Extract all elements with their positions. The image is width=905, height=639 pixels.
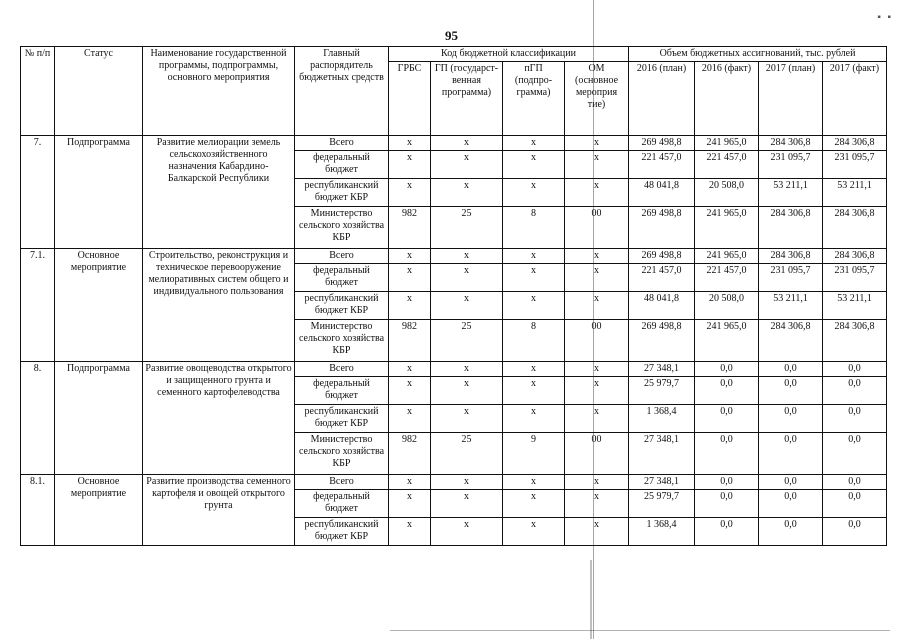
amount-2016-plan: 25 979,7 [629, 490, 695, 518]
table-row [21, 136, 887, 151]
code-om: x [565, 179, 629, 207]
code-gp: 25 [431, 207, 503, 249]
code-grbs: x [389, 249, 431, 264]
row-number: 8. [21, 362, 55, 475]
code-om: x [565, 151, 629, 179]
row-number: 8.1. [21, 475, 55, 546]
amount-2017-plan: 53 211,1 [759, 179, 823, 207]
header-2016-plan: 2016 (план) [629, 62, 695, 136]
code-pgp: x [503, 475, 565, 490]
header-name: Наименование государственной программы, подпрограммы, основного мероприятия [143, 47, 295, 136]
amount-2016-fact: 221 457,0 [695, 264, 759, 292]
header-om: ОМ (основное мероприя тие) [565, 62, 629, 136]
amount-2017-fact: 284 306,8 [823, 249, 887, 264]
amount-2017-fact: 284 306,8 [823, 207, 887, 249]
code-pgp: x [503, 362, 565, 377]
row-status: Подпрограмма [55, 362, 143, 475]
row-status: Основное мероприятие [55, 475, 143, 546]
margin-mark: ▪ ▪ [877, 12, 893, 23]
amount-2016-plan: 1 368,4 [629, 405, 695, 433]
code-grbs: x [389, 490, 431, 518]
header-grbs: ГРБС [389, 62, 431, 136]
amount-2017-plan: 0,0 [759, 362, 823, 377]
code-om: x [565, 405, 629, 433]
code-gp: x [431, 151, 503, 179]
amount-2017-fact: 284 306,8 [823, 320, 887, 362]
amount-2017-fact: 53 211,1 [823, 179, 887, 207]
amount-2016-plan: 27 348,1 [629, 475, 695, 490]
code-grbs: x [389, 475, 431, 490]
code-om: x [565, 475, 629, 490]
funding-source: Всего [295, 249, 389, 264]
amount-2017-plan: 0,0 [759, 490, 823, 518]
code-gp: x [431, 264, 503, 292]
header-kbk: Код бюджетной классификации [389, 47, 629, 62]
scan-artifact-line-lower [590, 560, 592, 639]
header-gp: ГП (государст-венная программа) [431, 62, 503, 136]
amount-2016-plan: 269 498,8 [629, 207, 695, 249]
amount-2017-fact: 231 095,7 [823, 151, 887, 179]
amount-2017-fact: 0,0 [823, 433, 887, 475]
amount-2016-fact: 20 508,0 [695, 179, 759, 207]
row-status: Основное мероприятие [55, 249, 143, 362]
code-pgp: x [503, 249, 565, 264]
amount-2017-plan: 284 306,8 [759, 249, 823, 264]
amount-2016-plan: 27 348,1 [629, 433, 695, 475]
amount-2017-plan: 53 211,1 [759, 292, 823, 320]
code-grbs: 982 [389, 433, 431, 475]
amount-2016-fact: 221 457,0 [695, 151, 759, 179]
table-row [21, 249, 887, 264]
table-header [21, 47, 887, 136]
header-2016-fact: 2016 (факт) [695, 62, 759, 136]
amount-2016-plan: 221 457,0 [629, 151, 695, 179]
funding-source: Министерство сельского хозяйства КБР [295, 320, 389, 362]
header-admin: Главный распорядитель бюджетных средств [295, 47, 389, 136]
code-pgp: x [503, 405, 565, 433]
funding-source: федеральный бюджет [295, 264, 389, 292]
code-gp: x [431, 518, 503, 546]
code-gp: 25 [431, 320, 503, 362]
table-body [21, 136, 887, 546]
page-number: 95 [445, 28, 458, 43]
funding-source: республиканский бюджет КБР [295, 179, 389, 207]
code-gp: x [431, 490, 503, 518]
code-om: x [565, 377, 629, 405]
amount-2017-fact: 0,0 [823, 362, 887, 377]
row-number: 7. [21, 136, 55, 249]
amount-2016-plan: 25 979,7 [629, 377, 695, 405]
header-2017-fact: 2017 (факт) [823, 62, 887, 136]
code-om: 00 [565, 433, 629, 475]
header-pgp: пГП (подпро-грамма) [503, 62, 565, 136]
code-pgp: x [503, 292, 565, 320]
code-gp: x [431, 405, 503, 433]
amount-2017-plan: 231 095,7 [759, 264, 823, 292]
amount-2016-fact: 0,0 [695, 362, 759, 377]
code-gp: x [431, 475, 503, 490]
code-om: x [565, 249, 629, 264]
code-om: x [565, 136, 629, 151]
code-pgp: x [503, 377, 565, 405]
amount-2016-fact: 241 965,0 [695, 320, 759, 362]
table-row [21, 475, 887, 490]
code-gp: x [431, 136, 503, 151]
amount-2016-fact: 0,0 [695, 405, 759, 433]
amount-2017-fact: 0,0 [823, 405, 887, 433]
row-name: Развитие овощеводства открытого и защищенного грунта и семенного картофелеводства [143, 362, 295, 475]
amount-2017-fact: 0,0 [823, 377, 887, 405]
amount-2016-fact: 0,0 [695, 475, 759, 490]
code-pgp: x [503, 518, 565, 546]
table-row [21, 362, 887, 377]
code-om: x [565, 292, 629, 320]
code-gp: x [431, 377, 503, 405]
code-pgp: x [503, 151, 565, 179]
amount-2016-fact: 20 508,0 [695, 292, 759, 320]
funding-source: Всего [295, 136, 389, 151]
funding-source: республиканский бюджет КБР [295, 292, 389, 320]
amount-2016-fact: 0,0 [695, 490, 759, 518]
header-status: Статус [55, 47, 143, 136]
amount-2016-plan: 48 041,8 [629, 292, 695, 320]
row-name: Развитие мелиорации земель сельскохозяйственного назначения Кабардино-Балкарской Республики [143, 136, 295, 249]
code-grbs: x [389, 377, 431, 405]
amount-2016-fact: 241 965,0 [695, 249, 759, 264]
code-om: 00 [565, 320, 629, 362]
funding-source: республиканский бюджет КБР [295, 405, 389, 433]
row-name: Строительство, реконструкция и техническое перевооружение мелиоративных систем общего и индивидуального пользования [143, 249, 295, 362]
code-grbs: x [389, 405, 431, 433]
code-pgp: x [503, 264, 565, 292]
amount-2016-fact: 0,0 [695, 377, 759, 405]
amount-2016-plan: 269 498,8 [629, 136, 695, 151]
amount-2016-fact: 0,0 [695, 433, 759, 475]
code-pgp: 8 [503, 320, 565, 362]
amount-2017-plan: 231 095,7 [759, 151, 823, 179]
amount-2016-plan: 269 498,8 [629, 249, 695, 264]
code-grbs: x [389, 362, 431, 377]
amount-2017-plan: 284 306,8 [759, 320, 823, 362]
code-grbs: x [389, 151, 431, 179]
code-pgp: 9 [503, 433, 565, 475]
row-number: 7.1. [21, 249, 55, 362]
amount-2017-plan: 0,0 [759, 377, 823, 405]
funding-source: республиканский бюджет КБР [295, 518, 389, 546]
code-pgp: x [503, 136, 565, 151]
budget-allocation-table [20, 46, 887, 546]
code-grbs: x [389, 136, 431, 151]
code-gp: x [431, 292, 503, 320]
code-om: x [565, 518, 629, 546]
amount-2016-fact: 0,0 [695, 518, 759, 546]
funding-source: Министерство сельского хозяйства КБР [295, 207, 389, 249]
amount-2017-plan: 284 306,8 [759, 136, 823, 151]
code-grbs: x [389, 179, 431, 207]
bottom-rule [390, 630, 890, 631]
funding-source: Всего [295, 362, 389, 377]
amount-2017-plan: 0,0 [759, 475, 823, 490]
code-gp: 25 [431, 433, 503, 475]
amount-2017-fact: 0,0 [823, 490, 887, 518]
code-pgp: 8 [503, 207, 565, 249]
row-name: Развитие производства семенного картофеля и овощей открытого грунта [143, 475, 295, 546]
amount-2016-plan: 27 348,1 [629, 362, 695, 377]
code-om: x [565, 264, 629, 292]
amount-2017-plan: 284 306,8 [759, 207, 823, 249]
funding-source: Министерство сельского хозяйства КБР [295, 433, 389, 475]
code-pgp: x [503, 490, 565, 518]
amount-2016-plan: 269 498,8 [629, 320, 695, 362]
amount-2016-fact: 241 965,0 [695, 136, 759, 151]
amount-2017-fact: 231 095,7 [823, 264, 887, 292]
code-om: x [565, 362, 629, 377]
funding-source: Всего [295, 475, 389, 490]
code-om: 00 [565, 207, 629, 249]
row-status: Подпрограмма [55, 136, 143, 249]
amount-2017-fact: 0,0 [823, 518, 887, 546]
amount-2017-fact: 53 211,1 [823, 292, 887, 320]
code-grbs: 982 [389, 207, 431, 249]
funding-source: федеральный бюджет [295, 151, 389, 179]
amount-2017-fact: 284 306,8 [823, 136, 887, 151]
code-grbs: x [389, 264, 431, 292]
code-grbs: 982 [389, 320, 431, 362]
amount-2016-plan: 221 457,0 [629, 264, 695, 292]
code-gp: x [431, 249, 503, 264]
amount-2016-fact: 241 965,0 [695, 207, 759, 249]
code-gp: x [431, 179, 503, 207]
header-2017-plan: 2017 (план) [759, 62, 823, 136]
funding-source: федеральный бюджет [295, 377, 389, 405]
amount-2016-plan: 1 368,4 [629, 518, 695, 546]
code-om: x [565, 490, 629, 518]
funding-source: федеральный бюджет [295, 490, 389, 518]
header-volume: Объем бюджетных ассигнований, тыс. рублей [629, 47, 887, 62]
amount-2016-plan: 48 041,8 [629, 179, 695, 207]
code-grbs: x [389, 292, 431, 320]
amount-2017-plan: 0,0 [759, 433, 823, 475]
amount-2017-plan: 0,0 [759, 405, 823, 433]
code-gp: x [431, 362, 503, 377]
code-pgp: x [503, 179, 565, 207]
amount-2017-fact: 0,0 [823, 475, 887, 490]
header-num: № п/п [21, 47, 55, 136]
amount-2017-plan: 0,0 [759, 518, 823, 546]
code-grbs: x [389, 518, 431, 546]
